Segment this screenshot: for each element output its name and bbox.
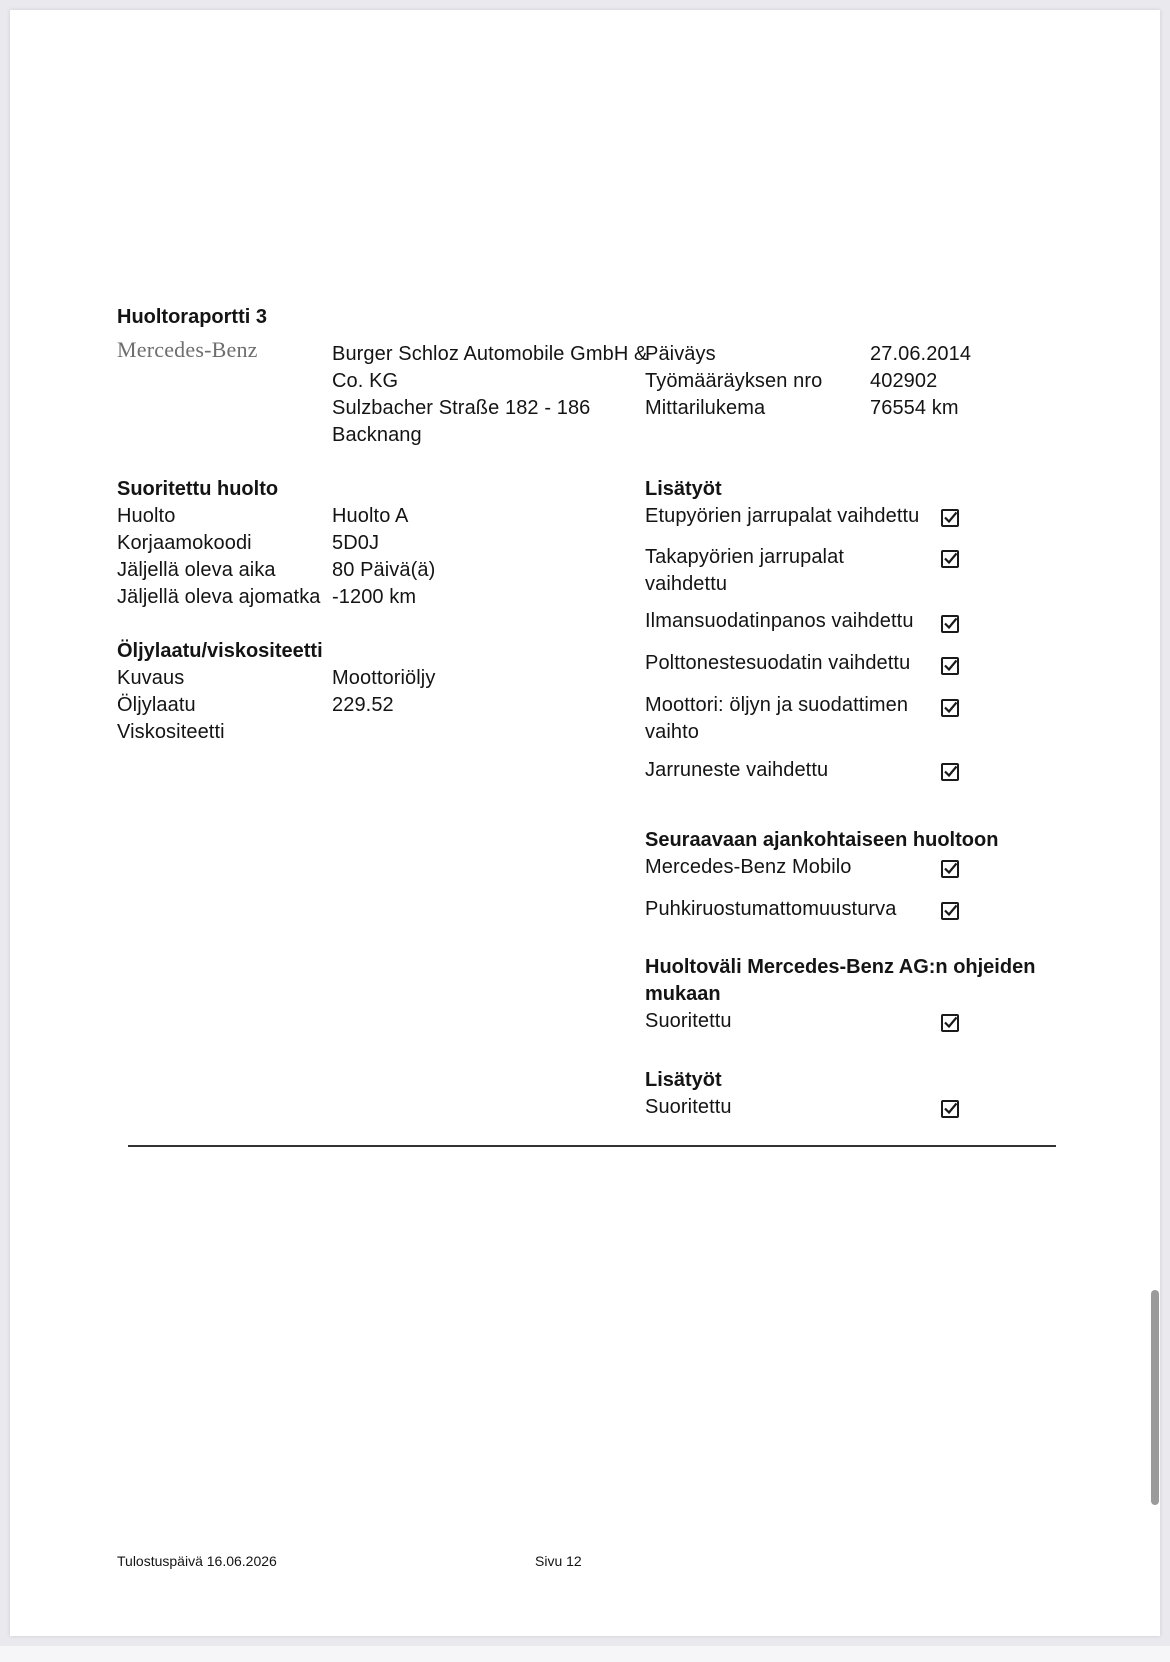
checkbox-checked-icon[interactable] <box>941 550 959 568</box>
checkbox-checked-icon[interactable] <box>941 1014 959 1032</box>
extra-work-2-item-done: Suoritettu <box>645 1096 732 1118</box>
dealer-name-line2: Co. KG <box>332 370 399 392</box>
checkbox-checked-icon[interactable] <box>941 657 959 675</box>
work-order-value: 402902 <box>870 370 938 392</box>
extra-work-2-heading: Lisätyöt <box>645 1069 722 1091</box>
oil-heading: Öljylaatu/viskositeetti <box>117 640 323 662</box>
date-label: Päiväys <box>645 343 716 365</box>
checkbox-checked-icon[interactable] <box>941 509 959 527</box>
page-number: Sivu 12 <box>535 1553 582 1569</box>
checkbox-checked-icon[interactable] <box>941 699 959 717</box>
checkbox-checked-icon[interactable] <box>941 763 959 781</box>
service-heading: Suoritettu huolto <box>117 478 279 500</box>
work-order-label: Työmääräyksen nro <box>645 370 823 392</box>
interval-item-done: Suoritettu <box>645 1010 732 1032</box>
mercedes-benz-logo: Mercedes-Benz <box>117 337 258 362</box>
extra-work-heading: Lisätyöt <box>645 478 722 500</box>
oil-description-label: Kuvaus <box>117 667 185 689</box>
next-service-heading: Seuraavaan ajankohtaiseen huoltoon <box>645 829 999 851</box>
section-divider <box>128 1145 1056 1147</box>
service-value: Huolto A <box>332 505 409 527</box>
checkbox-checked-icon[interactable] <box>941 615 959 633</box>
remaining-time-label: Jäljellä oleva aika <box>117 559 276 581</box>
extra-work-item-brake-fluid: Jarruneste vaihdettu <box>645 759 829 781</box>
viscosity-label: Viskositeetti <box>117 721 225 743</box>
extra-work-item-air-filter: Ilmansuodatinpanos vaihdettu <box>645 610 914 632</box>
remaining-distance-value: -1200 km <box>332 586 417 608</box>
interval-heading-line2: mukaan <box>645 983 721 1005</box>
extra-work-item-engine-oil-line1: Moottori: öljyn ja suodattimen <box>645 694 909 716</box>
report-title: Huoltoraportti 3 <box>117 306 267 328</box>
next-page-edge <box>0 1646 1170 1662</box>
print-date: Tulostuspäivä 16.06.2026 <box>117 1553 277 1569</box>
extra-work-item-engine-oil-line2: vaihto <box>645 721 699 743</box>
remaining-distance-label: Jäljellä oleva ajomatka <box>117 586 321 608</box>
extra-work-item-rear-brakes-line2: vaihdettu <box>645 573 728 595</box>
next-service-item-rust-warranty: Puhkiruostumattomuusturva <box>645 898 897 920</box>
odometer-value: 76554 km <box>870 397 959 419</box>
workshop-code-value: 5D0J <box>332 532 380 554</box>
remaining-time-value: 80 Päivä(ä) <box>332 559 436 581</box>
checkbox-checked-icon[interactable] <box>941 860 959 878</box>
extra-work-item-fuel-filter: Polttonestesuodatin vaihdettu <box>645 652 911 674</box>
date-value: 27.06.2014 <box>870 343 972 365</box>
dealer-name-line1: Burger Schloz Automobile GmbH & <box>332 343 648 365</box>
oil-quality-label: Öljylaatu <box>117 694 196 716</box>
checkbox-checked-icon[interactable] <box>941 902 959 920</box>
extra-work-item-rear-brakes-line1: Takapyörien jarrupalat <box>645 546 844 568</box>
extra-work-item-front-brakes: Etupyörien jarrupalat vaihdettu <box>645 505 920 527</box>
document-page <box>10 10 1160 1636</box>
odometer-label: Mittarilukema <box>645 397 766 419</box>
oil-description-value: Moottoriöljy <box>332 667 436 689</box>
checkbox-checked-icon[interactable] <box>941 1100 959 1118</box>
next-service-item-mobilo: Mercedes-Benz Mobilo <box>645 856 852 878</box>
dealer-city: Backnang <box>332 424 422 446</box>
oil-quality-value: 229.52 <box>332 694 394 716</box>
workshop-code-label: Korjaamokoodi <box>117 532 252 554</box>
service-label: Huolto <box>117 505 176 527</box>
interval-heading-line1: Huoltoväli Mercedes-Benz AG:n ohjeiden <box>645 956 1036 978</box>
scrollbar-thumb[interactable] <box>1151 1290 1159 1505</box>
dealer-street: Sulzbacher Straße 182 - 186 <box>332 397 591 419</box>
